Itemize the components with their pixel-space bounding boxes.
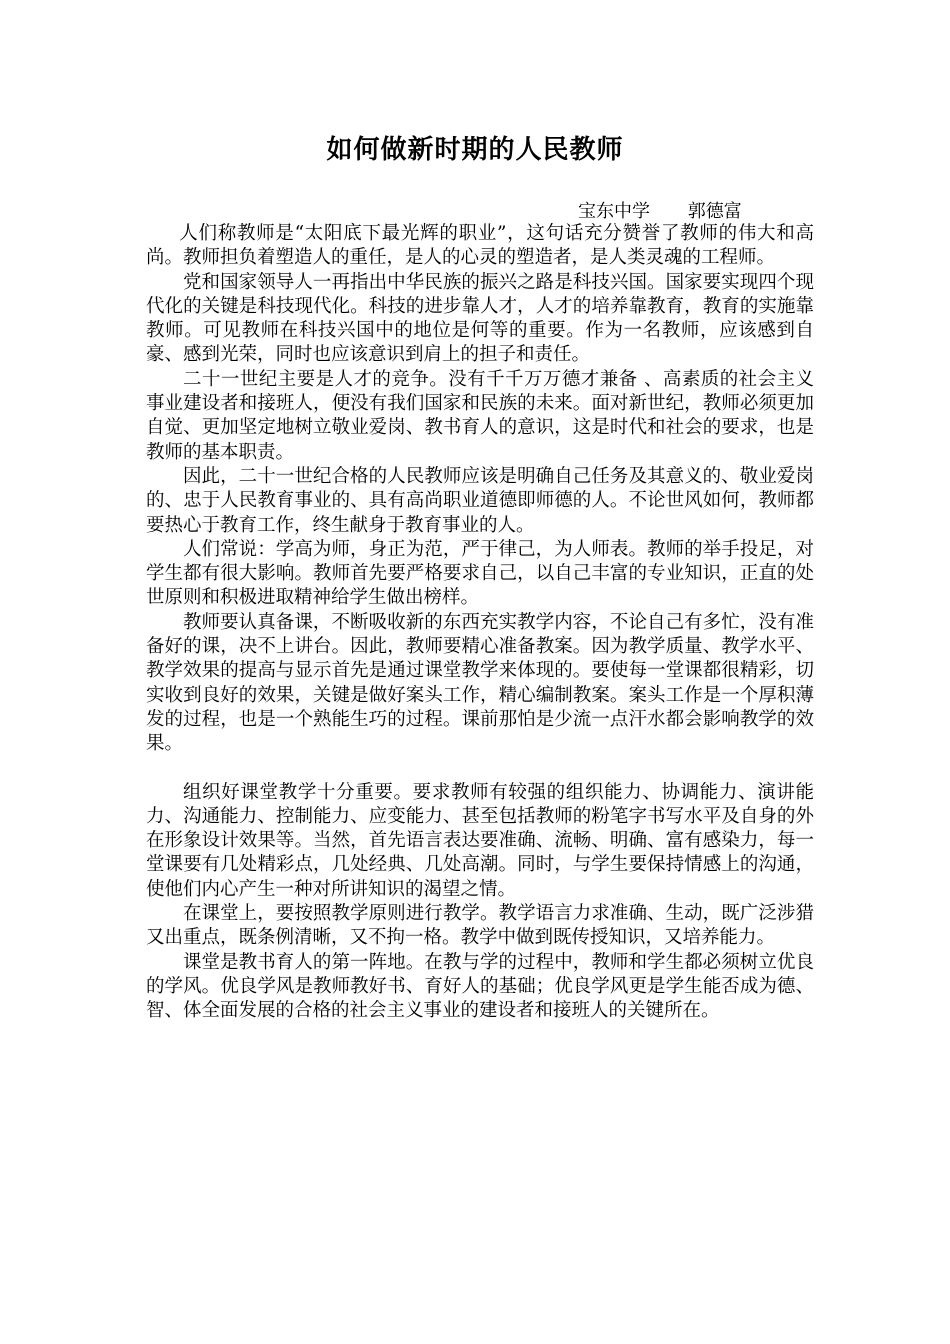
author-name: 郭德富 bbox=[687, 201, 742, 222]
paragraph: 党和国家领导人一再指出中华民族的振兴之路是科技兴国。国家要实现四个现代化的关键是科技现代化。科技的进步靠人才，人才的培养靠教育，教育的实施靠教师。可见教师在科技兴国中的地位是何等的重要。作为一名教师，应该感到自豪、感到光荣，同时也应该意识到肩上的担子和责任。 bbox=[146, 271, 814, 366]
document-body bbox=[146, 222, 814, 1024]
paragraph: 在课堂上，要按照教学原则进行教学。教学语言力求准确、生动，既广泛涉猎又出重点，既条例清晰，又不拘一格。教学中做到既传授知识，又培养能力。 bbox=[146, 903, 814, 949]
document-title: 如何做新时期的人民教师 bbox=[326, 135, 624, 165]
paragraph-gap bbox=[146, 757, 814, 781]
paragraph: 课堂是教书育人的第一阵地。在教与学的过程中，教师和学生都必须树立优良的学风。优良学风是教师教好书、育好人的基础；优良学风更是学生能否成为德、智、体全面发展的合格的社会主义事业的建设者和接班人的关键所在。 bbox=[146, 951, 814, 1022]
paragraph: 教师要认真备课，不断吸收新的东西充实教学内容，不论自己有多忙，没有准备好的课，决不上讲台。因此，教师要精心准备教案。因为教学质量、教学水平、教学效果的提高与显示首先是通过课堂教学来体现的。要使每一堂课都很精彩，切实收到良好的效果，关键是做好案头工作，精心编制教案。案头工作是一个厚积薄发的过程，也是一个熟能生巧的过程。课前那怕是少流一点汗水都会影响教学的效果。 bbox=[146, 611, 814, 755]
paragraph: 因此，二十一世纪合格的人民教师应该是明确自己任务及其意义的、敬业爱岗的、忠于人民教育事业的、具有高尚职业道德即师德的人。不论世风如何，教师都要热心于教育工作，终生献身于教育事业的人。 bbox=[146, 465, 814, 536]
school-name: 宝东中学 bbox=[578, 201, 650, 222]
paragraph: 人们常说：学高为师，身正为范，严于律己，为人师表。教师的举手投足，对学生都有很大影响。教师首先要严格要求自己，以自己丰富的专业知识，正直的处世原则和积极进取精神给学生做出榜样。 bbox=[146, 538, 814, 609]
paragraph: 组织好课堂教学十分重要。要求教师有较强的组织能力、协调能力、演讲能力、沟通能力、控制能力、应变能力、甚至包括教师的粉笔字书写水平及自身的外在形象设计效果等。当然，首先语言表达要准确、流畅、明确、富有感染力，每一堂课要有几处精彩点，几处经典、几处高潮。同时，与学生要保持情感上的沟通，使他们内心产生一种对所讲知识的渴望之情。 bbox=[146, 781, 814, 900]
paragraph: 二十一世纪主要是人才的竞争。没有千千万万德才兼备 、高素质的社会主义事业建设者和接班人，便没有我们国家和民族的未来。面对新世纪，教师必须更加 自觉、更加坚定地树立敬业爱岗、教书育人的意识，这是时代和社会的要求，也是教师的基本职责。 bbox=[146, 368, 814, 463]
paragraph: 人们称教师是“太阳底下最光辉的职业”，这句话充分赞誉了教师的伟大和高尚。教师担负着塑造人的重任，是人的心灵的塑造者，是人类灵魂的工程师。 bbox=[146, 223, 814, 269]
